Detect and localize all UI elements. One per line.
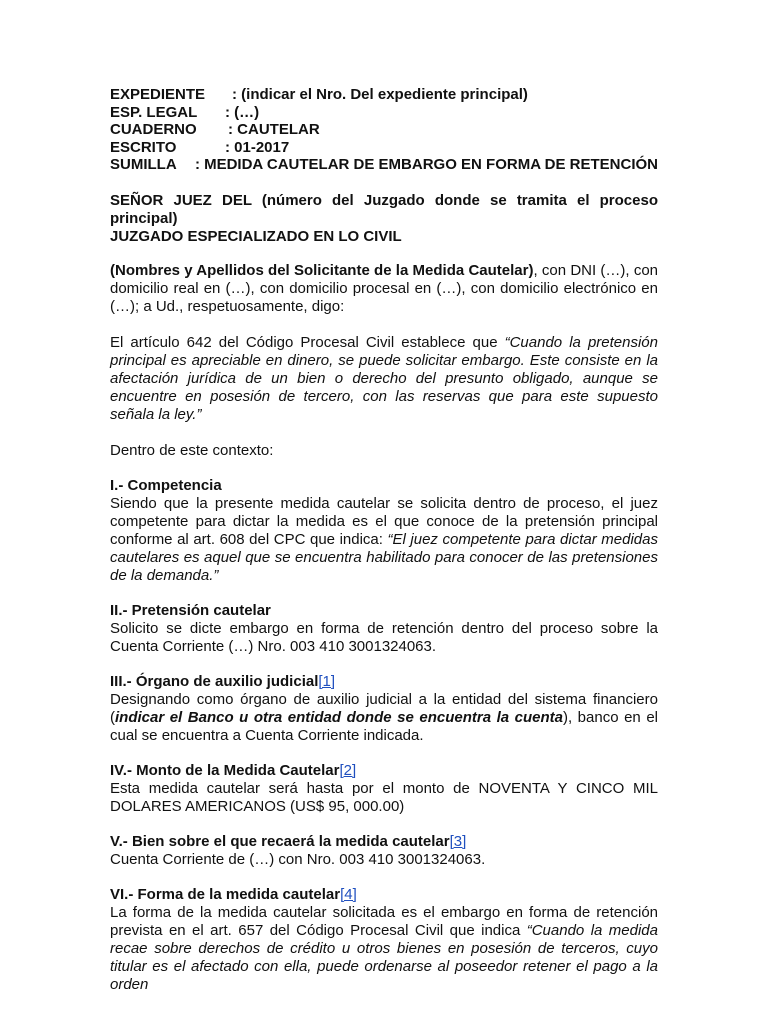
header-escrito-value: : 01-2017: [225, 138, 290, 156]
header-sumilla-label: SUMILLA: [110, 156, 177, 173]
section-3-title: III.- Órgano de auxilio judicial: [110, 672, 319, 690]
section-6-title: VI.- Forma de la medida cautelar: [110, 885, 341, 903]
section-4-title: IV.- Monto de la Medida Cautelar: [110, 761, 340, 779]
footnote-link-2[interactable]: [2]: [339, 761, 357, 779]
applicant-name: (Nombres y Apellidos del Solicitante de la Medida Cautelar): [110, 261, 534, 279]
section-1-body: [110, 495, 658, 585]
header-cuaderno-value: : CAUTELAR: [228, 121, 320, 138]
section-3-heading: [110, 673, 658, 691]
footnote-link-1[interactable]: [1]: [318, 672, 336, 690]
header-cuaderno: [110, 121, 658, 139]
header-expediente-value: : (indicar el Nro. Del expediente principal): [232, 86, 528, 103]
section-5-body: Cuenta Corriente de (…) con Nro. 003 410 3001324063.: [110, 850, 486, 868]
section-6-quote: “Cuando la medida recae sobre derechos de crédito u otros bienes en posesión de terceros, cuyo titular es el afectado con ella, puede ordenarse al poseedor retener el pago a la orden: [110, 921, 658, 993]
section-1-quote: “El juez competente para dictar medidas cautelares es aquel que se encuentra habilitado para conocer de las pretensiones de la demanda.”: [110, 530, 658, 584]
section-3-post: ), banco en el cual se encuentra a Cuenta Corriente indicada.: [110, 708, 658, 744]
addressee-line-1: SEÑOR JUEZ DEL (número del Juzgado donde se tramita el proceso principal): [110, 191, 658, 227]
addressee: [110, 192, 658, 246]
section-5-heading: [110, 833, 658, 851]
article-lead: El artículo 642 del Código Procesal Civil establece que: [110, 333, 505, 351]
section-4-body: Esta medida cautelar será hasta por el monto de NOVENTA Y CINCO MIL DOLARES AMERICANOS (US$ 95, 000.00): [110, 779, 658, 815]
header-expediente: [110, 86, 658, 104]
footnote-link-3[interactable]: [3]: [449, 832, 467, 850]
section-3-body: [110, 691, 658, 745]
header-escrito-label: ESCRITO: [110, 138, 177, 156]
article-quote: “Cuando la pretensión principal es apreciable en dinero, se puede solicitar embargo. Este consiste en la afectación jurídica de un bien o derecho del presunto obligado, aunque se encuentre en posesión de tercero, con las reservas que para este supuesto señala la ley.”: [110, 333, 658, 423]
addressee-line-2: JUZGADO ESPECIALIZADO EN LO CIVIL: [110, 227, 402, 245]
footnote-link-4[interactable]: [4]: [340, 885, 357, 903]
case-header: [110, 86, 658, 174]
section-2-body: Solicito se dicte embargo en forma de retención dentro del proceso sobre la Cuenta Corriente (…) Nro. 003 410 3001324063.: [110, 619, 658, 655]
section-pretension: [110, 602, 658, 656]
header-expediente-label: EXPEDIENTE: [110, 86, 206, 103]
document-body: [110, 86, 658, 994]
section-6-body: [110, 904, 658, 994]
section-5-title: V.- Bien sobre el que recaerá la medida cautelar: [110, 832, 450, 850]
context-line: Dentro de este contexto:: [110, 441, 274, 459]
section-bien: [110, 833, 658, 869]
header-sumilla: [110, 156, 658, 174]
section-forma: [110, 886, 658, 994]
section-4-heading: [110, 762, 658, 780]
header-esp-legal-value: : (…): [225, 103, 260, 121]
article-paragraph: [110, 334, 658, 424]
section-6-text: La forma de la medida cautelar solicitada es el embargo en forma de retención prevista en el art. 657 del Código Procesal Civil que indica: [110, 903, 658, 939]
header-esp-legal: [110, 104, 658, 122]
header-sumilla-value: : MEDIDA CAUTELAR DE EMBARGO EN FORMA DE RETENCIÓN: [194, 156, 658, 173]
section-1-text: Siendo que la presente medida cautelar se solicita dentro de proceso, el juez competente para dictar la medida es el que conoce de la pretensión principal conforme al art. 608 del CPC que indica:: [110, 494, 658, 548]
section-6-heading: [110, 886, 658, 904]
header-escrito: [110, 139, 658, 157]
header-esp-legal-label: ESP. LEGAL: [110, 103, 198, 121]
section-monto: [110, 762, 658, 816]
section-1-title: I.- Competencia: [110, 476, 222, 494]
section-3-bank: indicar el Banco u otra entidad donde se encuentra la cuenta: [115, 708, 563, 726]
section-competencia: [110, 477, 658, 585]
section-organo: [110, 673, 658, 745]
header-cuaderno-label: CUADERNO: [110, 121, 197, 138]
intro-text: , con DNI (…), con domicilio real en (…), con domicilio procesal en (…), con domicilio electrónico en (…); a Ud., respetuosamente, digo:: [110, 261, 659, 315]
intro-paragraph: [110, 262, 658, 316]
section-2-title: II.- Pretensión cautelar: [110, 601, 271, 619]
section-3-pre: Designando como órgano de auxilio judicial a la entidad del sistema financiero (: [110, 690, 658, 726]
